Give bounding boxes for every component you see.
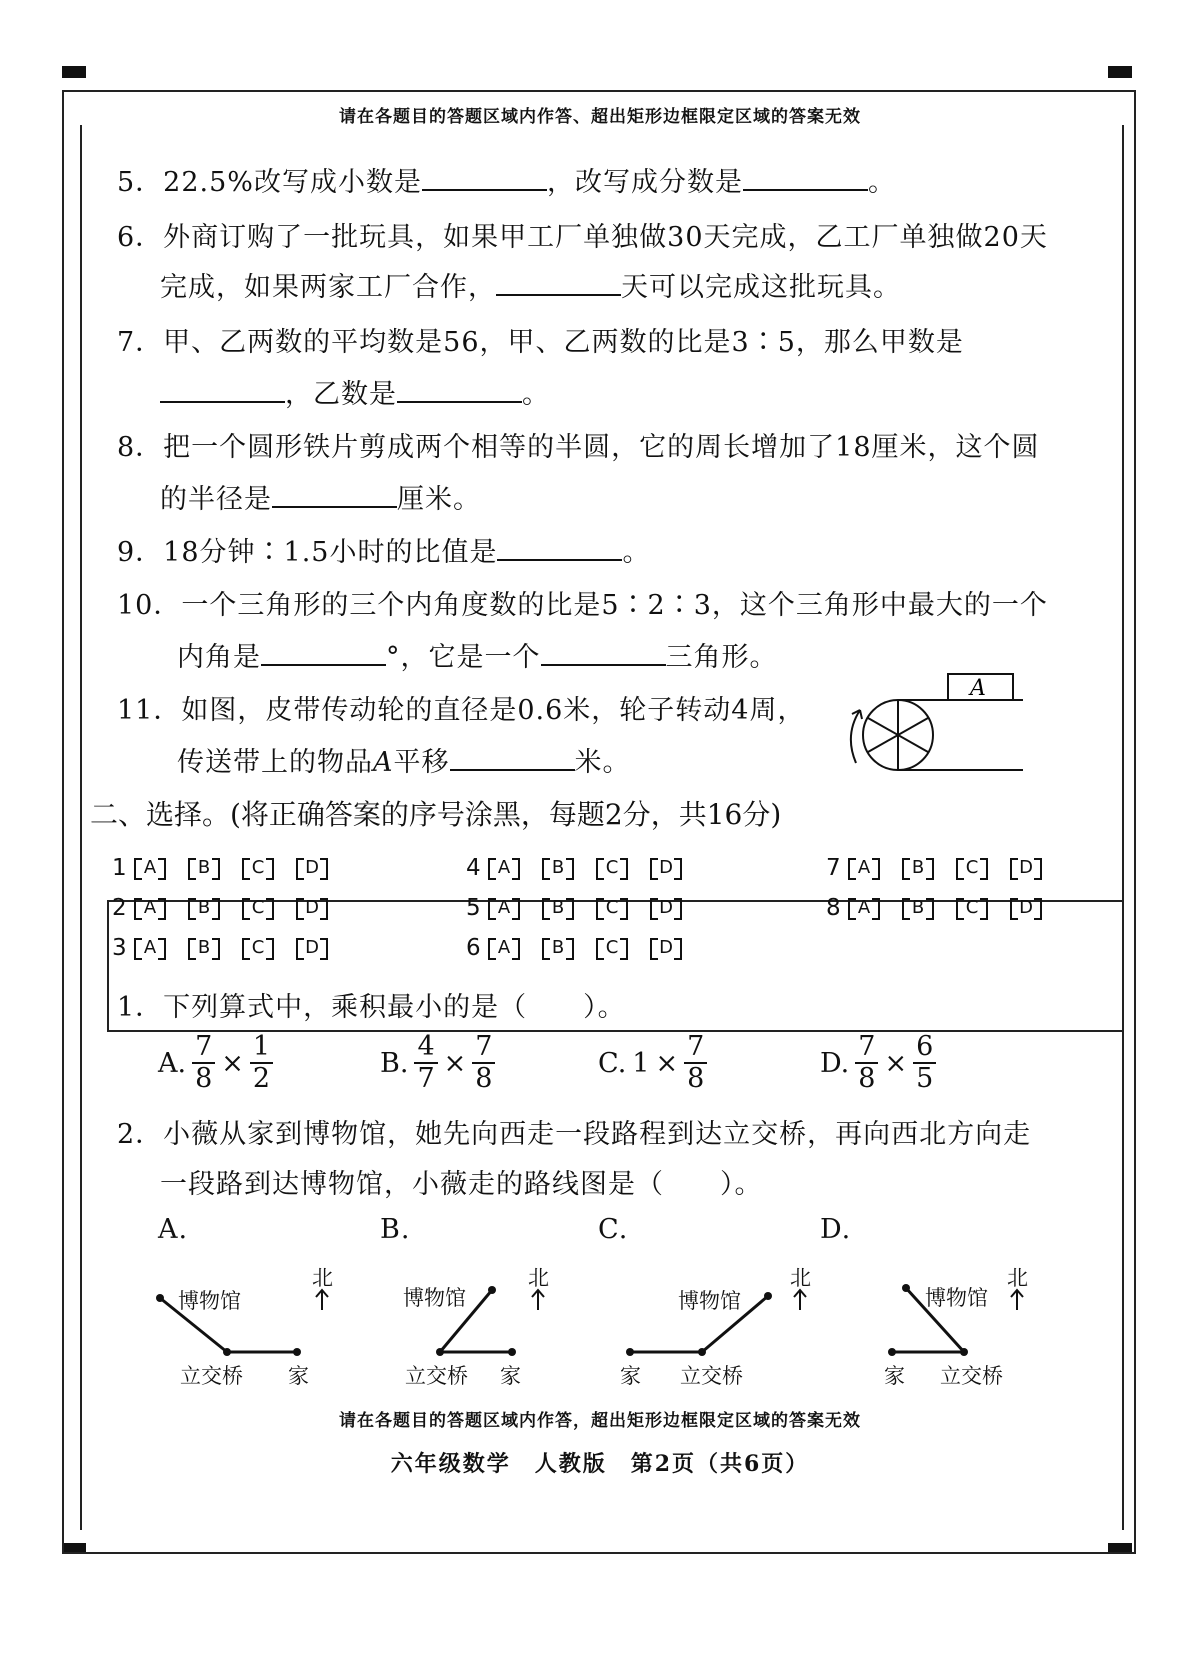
answer-blank-11[interactable]: [450, 743, 575, 771]
answer-blank-9[interactable]: [497, 533, 622, 561]
question-7-line1: 7．甲、乙两数的平均数是56，甲、乙两数的比是3∶5，那么甲数是: [117, 327, 964, 358]
mc2-option-a-label[interactable]: A.: [158, 1214, 189, 1245]
answer-bubble-b[interactable]: B: [542, 938, 574, 958]
answer-bubble-d[interactable]: D: [296, 858, 328, 878]
answer-blank-7a[interactable]: [160, 375, 285, 403]
answer-bubble-a[interactable]: A: [488, 898, 520, 918]
question-9: 9．18分钟∶1.5小时的比值是 。: [117, 530, 650, 569]
route-a-home: 家: [288, 1364, 309, 1388]
route-b-north: 北: [528, 1266, 549, 1290]
route-b-bridge: 立交桥: [405, 1364, 468, 1388]
object-a-label: A: [970, 676, 986, 701]
section-2-title: 二、选择。(将正确答案的序号涂黑，每题2分，共16分): [90, 798, 782, 831]
answer-bubble-c[interactable]: C: [956, 858, 988, 878]
belt-wheel-diagram: [838, 668, 1038, 788]
answer-row-number: 8: [826, 895, 841, 921]
answer-bubble-d[interactable]: D: [1010, 898, 1042, 918]
answer-blank-5b[interactable]: [743, 163, 868, 191]
answer-bubble-b[interactable]: B: [902, 898, 934, 918]
registration-mark-top-right: [1108, 66, 1132, 78]
answer-bubble-c[interactable]: C: [242, 858, 274, 878]
answer-bubble-b[interactable]: B: [542, 858, 574, 878]
route-b-museum: 博物馆: [403, 1286, 466, 1310]
route-a-bridge: 立交桥: [180, 1364, 243, 1388]
mc2-option-c-label[interactable]: C.: [598, 1214, 629, 1245]
route-d-north: 北: [1007, 1266, 1028, 1290]
mc1-option-b[interactable]: B. $\frac{4}{7}$ × $\frac{7}{8}$: [380, 1032, 495, 1094]
answer-bubble-a[interactable]: A: [134, 898, 166, 918]
answer-bubble-c[interactable]: C: [242, 898, 274, 918]
answer-bubble-d[interactable]: D: [1010, 858, 1042, 878]
route-a-museum: 博物馆: [178, 1289, 241, 1313]
route-b-home: 家: [500, 1364, 521, 1388]
route-d-bridge: 立交桥: [940, 1364, 1003, 1388]
route-c-home: 家: [620, 1364, 641, 1388]
answer-row-number: 7: [826, 855, 841, 881]
answer-bubble-d[interactable]: D: [650, 938, 682, 958]
answer-bubble-a[interactable]: A: [488, 858, 520, 878]
mc1-option-a[interactable]: A. $\frac{7}{8}$ × $\frac{1}{2}$: [158, 1032, 273, 1094]
answer-bubble-d[interactable]: D: [296, 938, 328, 958]
answer-row-number: 6: [466, 935, 481, 961]
mc2-option-b-label[interactable]: B.: [380, 1214, 411, 1245]
answer-bubble-a[interactable]: A: [848, 858, 880, 878]
mc1-option-d[interactable]: D. $\frac{7}{8}$ × $\frac{6}{5}$: [820, 1032, 936, 1094]
mc-question-1-stem: 1．下列算式中，乘积最小的是（ ）。: [117, 992, 626, 1023]
answer-blank-5a[interactable]: [422, 163, 547, 191]
answer-bubble-d[interactable]: D: [650, 898, 682, 918]
answer-blank-7b[interactable]: [397, 375, 522, 403]
registration-mark-top-left: [62, 66, 86, 78]
page-footer: 六年级数学 人教版 第2页（共6页）: [390, 1451, 810, 1477]
answer-row-number: 2: [112, 895, 127, 921]
answer-row-number: 5: [466, 895, 481, 921]
answer-bubble-c[interactable]: C: [596, 898, 628, 918]
answer-bubble-c[interactable]: C: [956, 898, 988, 918]
answer-bubble-d[interactable]: D: [650, 858, 682, 878]
answer-blank-6[interactable]: [496, 268, 621, 296]
question-10-line2: 内角是 °，它是一个 三角形。: [177, 635, 778, 674]
answer-bubble-a[interactable]: A: [134, 938, 166, 958]
route-c-bridge: 立交桥: [680, 1364, 743, 1388]
question-11-line2: 传送带上的物品A平移 米。: [177, 740, 631, 779]
answer-row-number: 4: [466, 855, 481, 881]
route-d-museum: 博物馆: [925, 1286, 988, 1310]
notice-bottom: 请在各题目的答题区域内作答，超出矩形边框限定区域的答案无效: [339, 1411, 861, 1431]
answer-bubble-c[interactable]: C: [596, 858, 628, 878]
answer-blank-10a[interactable]: [261, 638, 386, 666]
answer-bubble-b[interactable]: B: [188, 938, 220, 958]
answer-bubble-c[interactable]: C: [242, 938, 274, 958]
answer-bubble-b[interactable]: B: [188, 898, 220, 918]
mc-question-2-line2: 一段路到达博物馆，小薇走的路线图是（ ）。: [160, 1169, 763, 1200]
question-6-line2: 完成，如果两家工厂合作， 天可以完成这批玩具。: [160, 265, 901, 304]
route-c-north: 北: [790, 1266, 811, 1290]
route-c-museum: 博物馆: [678, 1289, 741, 1313]
answer-bubble-a[interactable]: A: [848, 898, 880, 918]
answer-row-number: 3: [112, 935, 127, 961]
question-10-line1: 10．一个三角形的三个内角度数的比是5∶2∶3，这个三角形中最大的一个: [117, 590, 1048, 621]
answer-bubble-a[interactable]: A: [488, 938, 520, 958]
route-d-home: 家: [884, 1364, 905, 1388]
route-a-north: 北: [312, 1266, 333, 1290]
answer-bubble-b[interactable]: B: [542, 898, 574, 918]
question-7-line2: ，乙数是 。: [160, 372, 550, 411]
question-8-line2: 的半径是 厘米。: [160, 477, 481, 516]
answer-blank-8[interactable]: [272, 480, 397, 508]
question-11-line1: 11．如图，皮带传动轮的直径是0.6米，轮子转动4周，: [117, 695, 806, 726]
mc1-option-c[interactable]: C. 1 × $\frac{7}{8}$: [598, 1032, 707, 1094]
rotation-arrow-icon: [851, 710, 860, 763]
answer-bubble-d[interactable]: D: [296, 898, 328, 918]
question-6-line1: 6．外商订购了一批玩具，如果甲工厂单独做30天完成，乙工厂单独做20天: [117, 222, 1048, 253]
notice-top: 请在各题目的答题区域内作答、超出矩形边框限定区域的答案无效: [339, 107, 861, 127]
answer-bubble-a[interactable]: A: [134, 858, 166, 878]
mc2-option-d-label[interactable]: D.: [820, 1214, 852, 1245]
question-5: 5．22.5%改写成小数是 ，改写成分数是 。: [117, 160, 896, 199]
answer-bubble-b[interactable]: B: [902, 858, 934, 878]
answer-bubble-b[interactable]: B: [188, 858, 220, 878]
answer-bubble-c[interactable]: C: [596, 938, 628, 958]
question-8-line1: 8．把一个圆形铁片剪成两个相等的半圆，它的周长增加了18厘米，这个圆: [117, 432, 1040, 463]
mc-question-2-line1: 2．小薇从家到博物馆，她先向西走一段路程到达立交桥，再向西北方向走: [117, 1119, 1032, 1150]
answer-row-number: 1: [112, 855, 127, 881]
answer-blank-10b[interactable]: [541, 638, 666, 666]
